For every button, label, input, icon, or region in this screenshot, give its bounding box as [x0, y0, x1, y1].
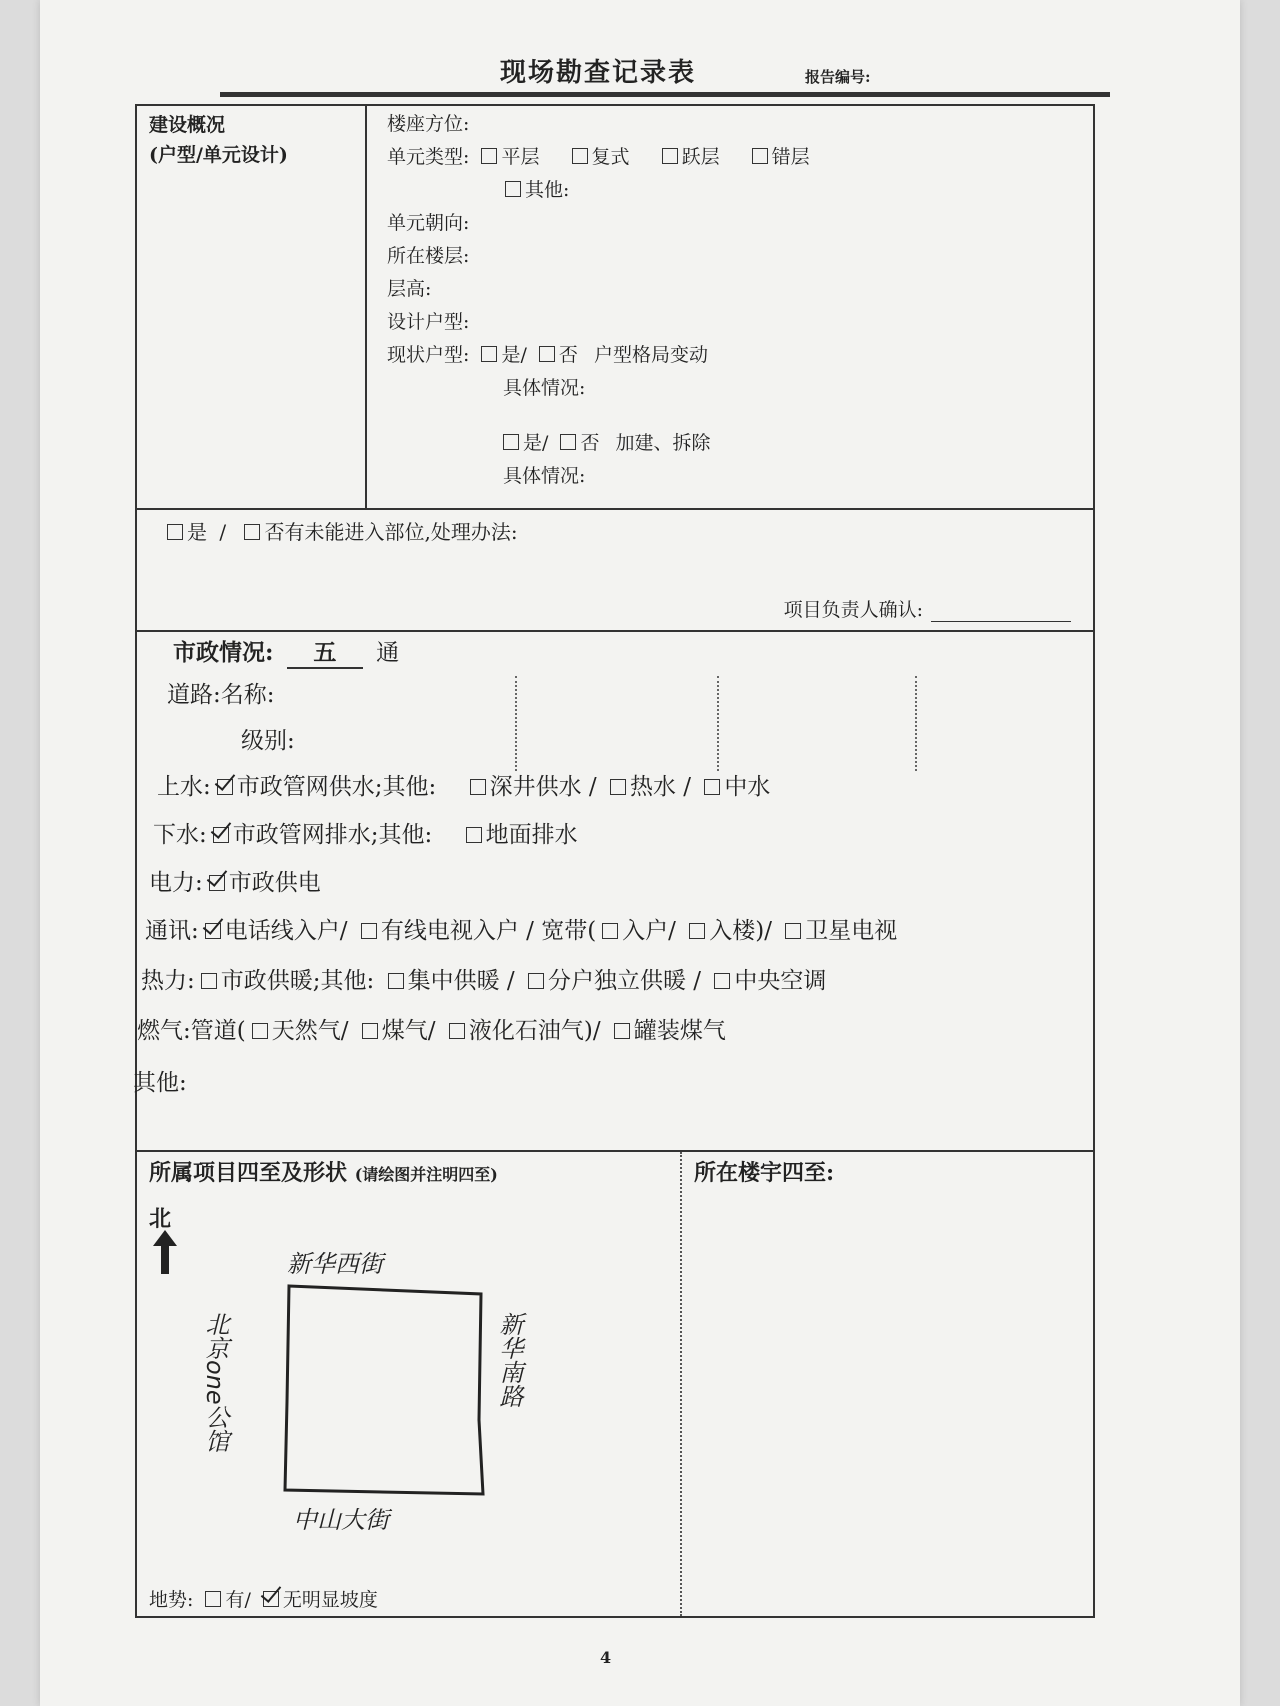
project-boundary-note: (请绘图并注明四至) [354, 1165, 498, 1184]
surface-drainage-label: 地面排水 [485, 822, 578, 848]
telecom-label: 通讯: [145, 918, 199, 944]
municipal-row [173, 634, 399, 669]
unit-type-duplex: 复式 [591, 146, 630, 168]
extension-label: 加建、拆除 [615, 432, 711, 454]
project-boundary-panel [137, 1152, 682, 1616]
natural-gas-label: 天然气/ [271, 1018, 349, 1044]
checkbox-inaccessible-no[interactable] [244, 524, 260, 540]
header [40, 0, 1240, 100]
sketch-right-street: 新华南路 [495, 1312, 523, 1408]
checkbox-coal-gas[interactable] [362, 1023, 378, 1039]
checkbox-broadband-household[interactable] [602, 923, 618, 939]
dotted-divider [915, 676, 917, 771]
water-supply-main: 市政管网供水;其他: [236, 774, 437, 800]
road-name-field[interactable]: 道路:名称: [167, 682, 275, 708]
no-slope-label: 无明显坡度 [282, 1589, 378, 1611]
water-supply-row: 上水: 市政管网供水;其他: 深井供水 / 热水 / 中水 [157, 774, 771, 800]
gas-label: 燃气:管道( [137, 1018, 246, 1044]
current-layout-label: 现状户型: [387, 344, 470, 366]
reclaimed-water-label: 中水 [724, 774, 771, 800]
checkbox-layout-yes[interactable] [481, 346, 497, 362]
unit-type-loft: 跃层 [681, 146, 720, 168]
checkbox-municipal-heating[interactable] [201, 973, 217, 989]
slash: / [219, 520, 227, 544]
manager-confirm-label: 项目负责人确认: [783, 599, 923, 621]
slope-yes-label: 有/ [225, 1589, 251, 1611]
power-label: 电力: [149, 870, 203, 896]
drainage-main: 市政管网排水;其他: [232, 822, 433, 848]
sketch-bottom-street: 中山大街 [293, 1506, 389, 1532]
checkbox-central-heating[interactable] [388, 973, 404, 989]
checkbox-flat[interactable] [481, 148, 497, 164]
overview-title: 建设概况 [149, 114, 226, 136]
extension-details[interactable]: 具体情况: [503, 465, 586, 487]
checkbox-loft[interactable] [662, 148, 678, 164]
inaccessible-section [137, 510, 1093, 632]
document-page [40, 0, 1240, 1706]
spacer [387, 405, 1073, 427]
central-heating-label: 集中供暖 [407, 968, 500, 994]
layout-yes-label: 是/ [501, 344, 527, 366]
checkbox-hot-water[interactable] [610, 779, 626, 795]
extension-yes-label: 是/ [523, 432, 549, 454]
checkbox-cable-tv[interactable] [361, 923, 377, 939]
checkbox-reclaimed-water[interactable] [704, 779, 720, 795]
satellite-tv-label: 卫星电视 [805, 918, 898, 944]
checkbox-inaccessible-yes[interactable] [167, 524, 183, 540]
extension-row [387, 427, 1073, 460]
unit-type-split-level: 错层 [771, 146, 810, 168]
independent-heating-label: 分户独立供暖 [547, 968, 686, 994]
municipal-value[interactable]: 五 [287, 634, 363, 669]
checkbox-municipal-power[interactable] [209, 875, 225, 891]
extension-no-label: 否 [580, 432, 600, 454]
terrain-label: 地势: [149, 1589, 194, 1611]
checkbox-broadband-building[interactable] [689, 923, 705, 939]
checkbox-extension-yes[interactable] [503, 434, 519, 450]
boundary-section [137, 1152, 1093, 1616]
checkbox-tank-gas[interactable] [614, 1023, 630, 1039]
overview-fields [367, 106, 1093, 508]
telecom-row: 通讯: 电话线入户/ 有线电视入户 / 宽带( 入户/ 入楼)/ 卫星电视 [145, 918, 898, 944]
checkbox-central-ac[interactable] [714, 973, 730, 989]
checkbox-surface-drainage[interactable] [466, 827, 482, 843]
power-row [149, 864, 321, 897]
checkbox-extension-no[interactable] [560, 434, 576, 450]
unit-type-label: 单元类型: [387, 146, 470, 168]
heating-label: 热力: [141, 968, 195, 994]
municipal-other-field[interactable]: 其他: [133, 1070, 187, 1096]
checkbox-unit-other[interactable] [505, 181, 521, 197]
inaccessible-question: 否有未能进入部位,处理办法: [264, 520, 518, 544]
checkbox-municipal-water[interactable] [217, 779, 233, 795]
terrain-row [149, 1585, 378, 1612]
municipal-section [133, 632, 1093, 1152]
checkbox-slope-yes[interactable] [205, 1591, 221, 1607]
checkbox-phone-line[interactable] [205, 923, 221, 939]
checkbox-natural-gas[interactable] [252, 1023, 268, 1039]
cable-tv-label: 有线电视入户 [380, 918, 519, 944]
construction-overview-label [137, 106, 367, 508]
north-arrow-icon [153, 1230, 177, 1274]
dotted-divider [515, 676, 517, 771]
unit-other-label: 其他: [525, 179, 570, 201]
report-number-label: 报告编号: [805, 68, 871, 86]
survey-form [135, 104, 1095, 1618]
floor-field[interactable]: 所在楼层: [387, 245, 470, 267]
power-main: 市政供电 [228, 870, 321, 896]
checkbox-no-slope[interactable] [263, 1591, 279, 1607]
checkbox-split-level[interactable] [752, 148, 768, 164]
municipal-suffix: 通 [376, 640, 400, 666]
unit-type-flat: 平层 [501, 146, 540, 168]
checkbox-satellite-tv[interactable] [785, 923, 801, 939]
phone-line-label: 电话线入户/ [224, 918, 348, 944]
checkbox-independent-heating[interactable] [528, 973, 544, 989]
current-layout-row [387, 339, 1073, 372]
coal-gas-label: 煤气/ [381, 1018, 436, 1044]
checkbox-layout-no[interactable] [539, 346, 555, 362]
construction-overview-section [137, 106, 1093, 510]
building-boundary-title: 所在楼宇四至: [694, 1160, 835, 1186]
broadband-label: 宽带( [541, 918, 597, 944]
drainage-row [153, 816, 578, 849]
broadband-building-label: 入楼)/ [709, 918, 772, 944]
site-outline [285, 1286, 483, 1494]
page-number: 4 [600, 1648, 612, 1667]
checkbox-deep-well[interactable] [470, 779, 486, 795]
building-boundary-panel [682, 1152, 1093, 1616]
broadband-household-label: 入户/ [622, 918, 676, 944]
unit-orientation-field[interactable]: 单元朝向: [387, 212, 470, 234]
project-boundary-title [149, 1156, 498, 1187]
checkbox-lpg[interactable] [449, 1023, 465, 1039]
heating-main: 市政供暖;其他: [220, 968, 375, 994]
checkbox-municipal-drainage[interactable] [213, 827, 229, 843]
sketch-top-street: 新华西街 [287, 1250, 383, 1278]
site-sketch[interactable] [197, 1232, 537, 1532]
hot-water-label: 热水 [629, 774, 676, 800]
dotted-divider [717, 676, 719, 771]
unit-type-row [387, 141, 1073, 174]
building-position-field[interactable]: 楼座方位: [387, 113, 470, 135]
layout-details[interactable]: 具体情况: [503, 377, 586, 399]
road-level-field[interactable]: 级别: [241, 728, 295, 754]
layout-change-label: 户型格局变动 [593, 344, 708, 366]
manager-confirm [784, 595, 1071, 622]
gas-row [137, 1012, 726, 1045]
north-label: 北 [149, 1206, 172, 1232]
unit-other-row [387, 174, 1073, 207]
layout-no-label: 否 [558, 344, 578, 366]
checkbox-duplex[interactable] [572, 148, 588, 164]
overview-subtitle: (户型/单元设计) [149, 144, 288, 166]
inaccessible-yes-label: 是 [187, 520, 207, 544]
water-supply-label: 上水: [157, 774, 211, 800]
central-ac-label: 中央空调 [734, 968, 827, 994]
floor-height-field[interactable]: 层高: [387, 278, 432, 300]
project-boundary-title-text: 所属项目四至及形状 [149, 1160, 348, 1186]
sketch-left-street: 北京one公馆 [201, 1312, 229, 1453]
document-title: 现场勘查记录表 [500, 58, 697, 88]
deep-well-label: 深井供水 [489, 774, 582, 800]
lpg-label: 液化石油气)/ [468, 1018, 601, 1044]
manager-signature-line[interactable] [931, 601, 1071, 622]
municipal-label: 市政情况: [173, 639, 274, 666]
title-rule [220, 92, 1110, 97]
design-layout-field[interactable]: 设计户型: [387, 311, 470, 333]
drainage-label: 下水: [153, 822, 207, 848]
tank-gas-label: 罐装煤气 [633, 1018, 726, 1044]
heating-row: 热力: 市政供暖;其他: 集中供暖 / 分户独立供暖 / 中央空调 [141, 968, 827, 994]
